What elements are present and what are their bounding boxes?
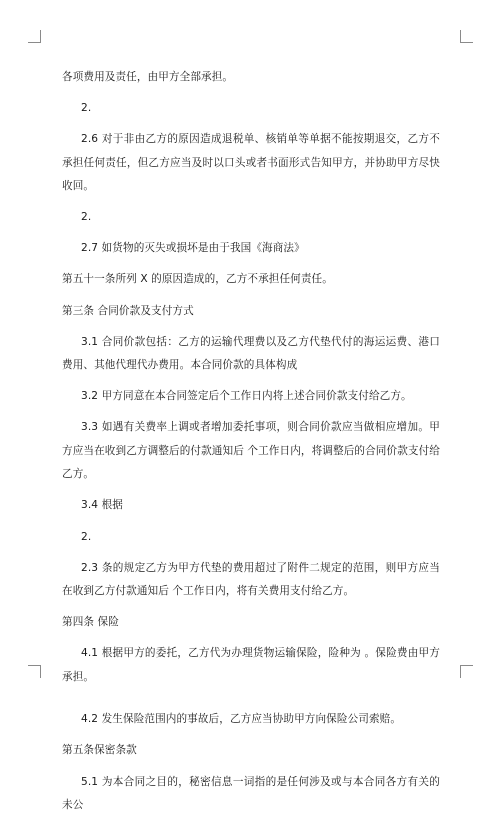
crop-mark-bottom-left xyxy=(28,665,41,678)
paragraph: 5.1 为本合同之目的，秘密信息一词指的是任何涉及或与本合同各方有关的未公 xyxy=(62,775,440,811)
crop-mark-top-right xyxy=(460,30,473,43)
paragraph: 第五十一条所列 X 的原因造成的，乙方不承担任何责任。 xyxy=(62,273,333,286)
crop-mark-top-left xyxy=(28,30,41,43)
paragraph: 3.3 如遇有关费率上调或者增加委托事项，则合同价款应当做相应增加。甲方应当在收到乙方调整后的付款通知后 个工作日内，将调整后的合同价款支付给乙方。 xyxy=(62,421,440,481)
paragraph: 3.4 根据 xyxy=(81,499,124,512)
paragraph: 各项费用及责任，由甲方全部承担。 xyxy=(62,71,234,83)
crop-mark-bottom-right xyxy=(460,665,473,678)
paragraph: 2. xyxy=(81,211,92,224)
paragraph: 4.1 根据甲方的委托，乙方代为办理货物运输保险，险种为 。保险费由甲方承担。 xyxy=(62,647,440,683)
paragraph: 2. xyxy=(81,102,92,115)
section-heading: 第五条保密条款 xyxy=(62,744,137,757)
paragraph: 2.7 如货物的灭失或损坏是由于我国《海商法》 xyxy=(81,242,305,255)
paragraph: 2. xyxy=(81,530,92,543)
paragraph: 4.2 发生保险范围内的事故后，乙方应当协助甲方向保险公司索赔。 xyxy=(81,713,402,726)
section-heading: 第三条 合同价款及支付方式 xyxy=(62,304,194,317)
paragraph: 2.6 对于非由乙方的原因造成退税单、核销单等单据不能按期退交，乙方不承担任何责任，但乙方应当及时以口头或者书面形式告知甲方，并协助甲方尽快收回。 xyxy=(62,133,440,193)
paragraph: 2.3 条的规定乙方为甲方代垫的费用超过了附件二规定的范围，则甲方应当在收到乙方付款通知后 个工作日内，将有关费用支付给乙方。 xyxy=(62,561,440,598)
document-body xyxy=(62,66,440,825)
paragraph: 3.1 合同价款包括：乙方的运输代理费以及乙方代垫代付的海运运费、港口费用、其他代理代办费用。本合同价款的具体构成 xyxy=(62,335,440,372)
section-heading: 第四条 保险 xyxy=(62,616,119,629)
paragraph: 3.2 甲方同意在本合同签定后个工作日内将上述合同价款支付给乙方。 xyxy=(81,390,412,403)
